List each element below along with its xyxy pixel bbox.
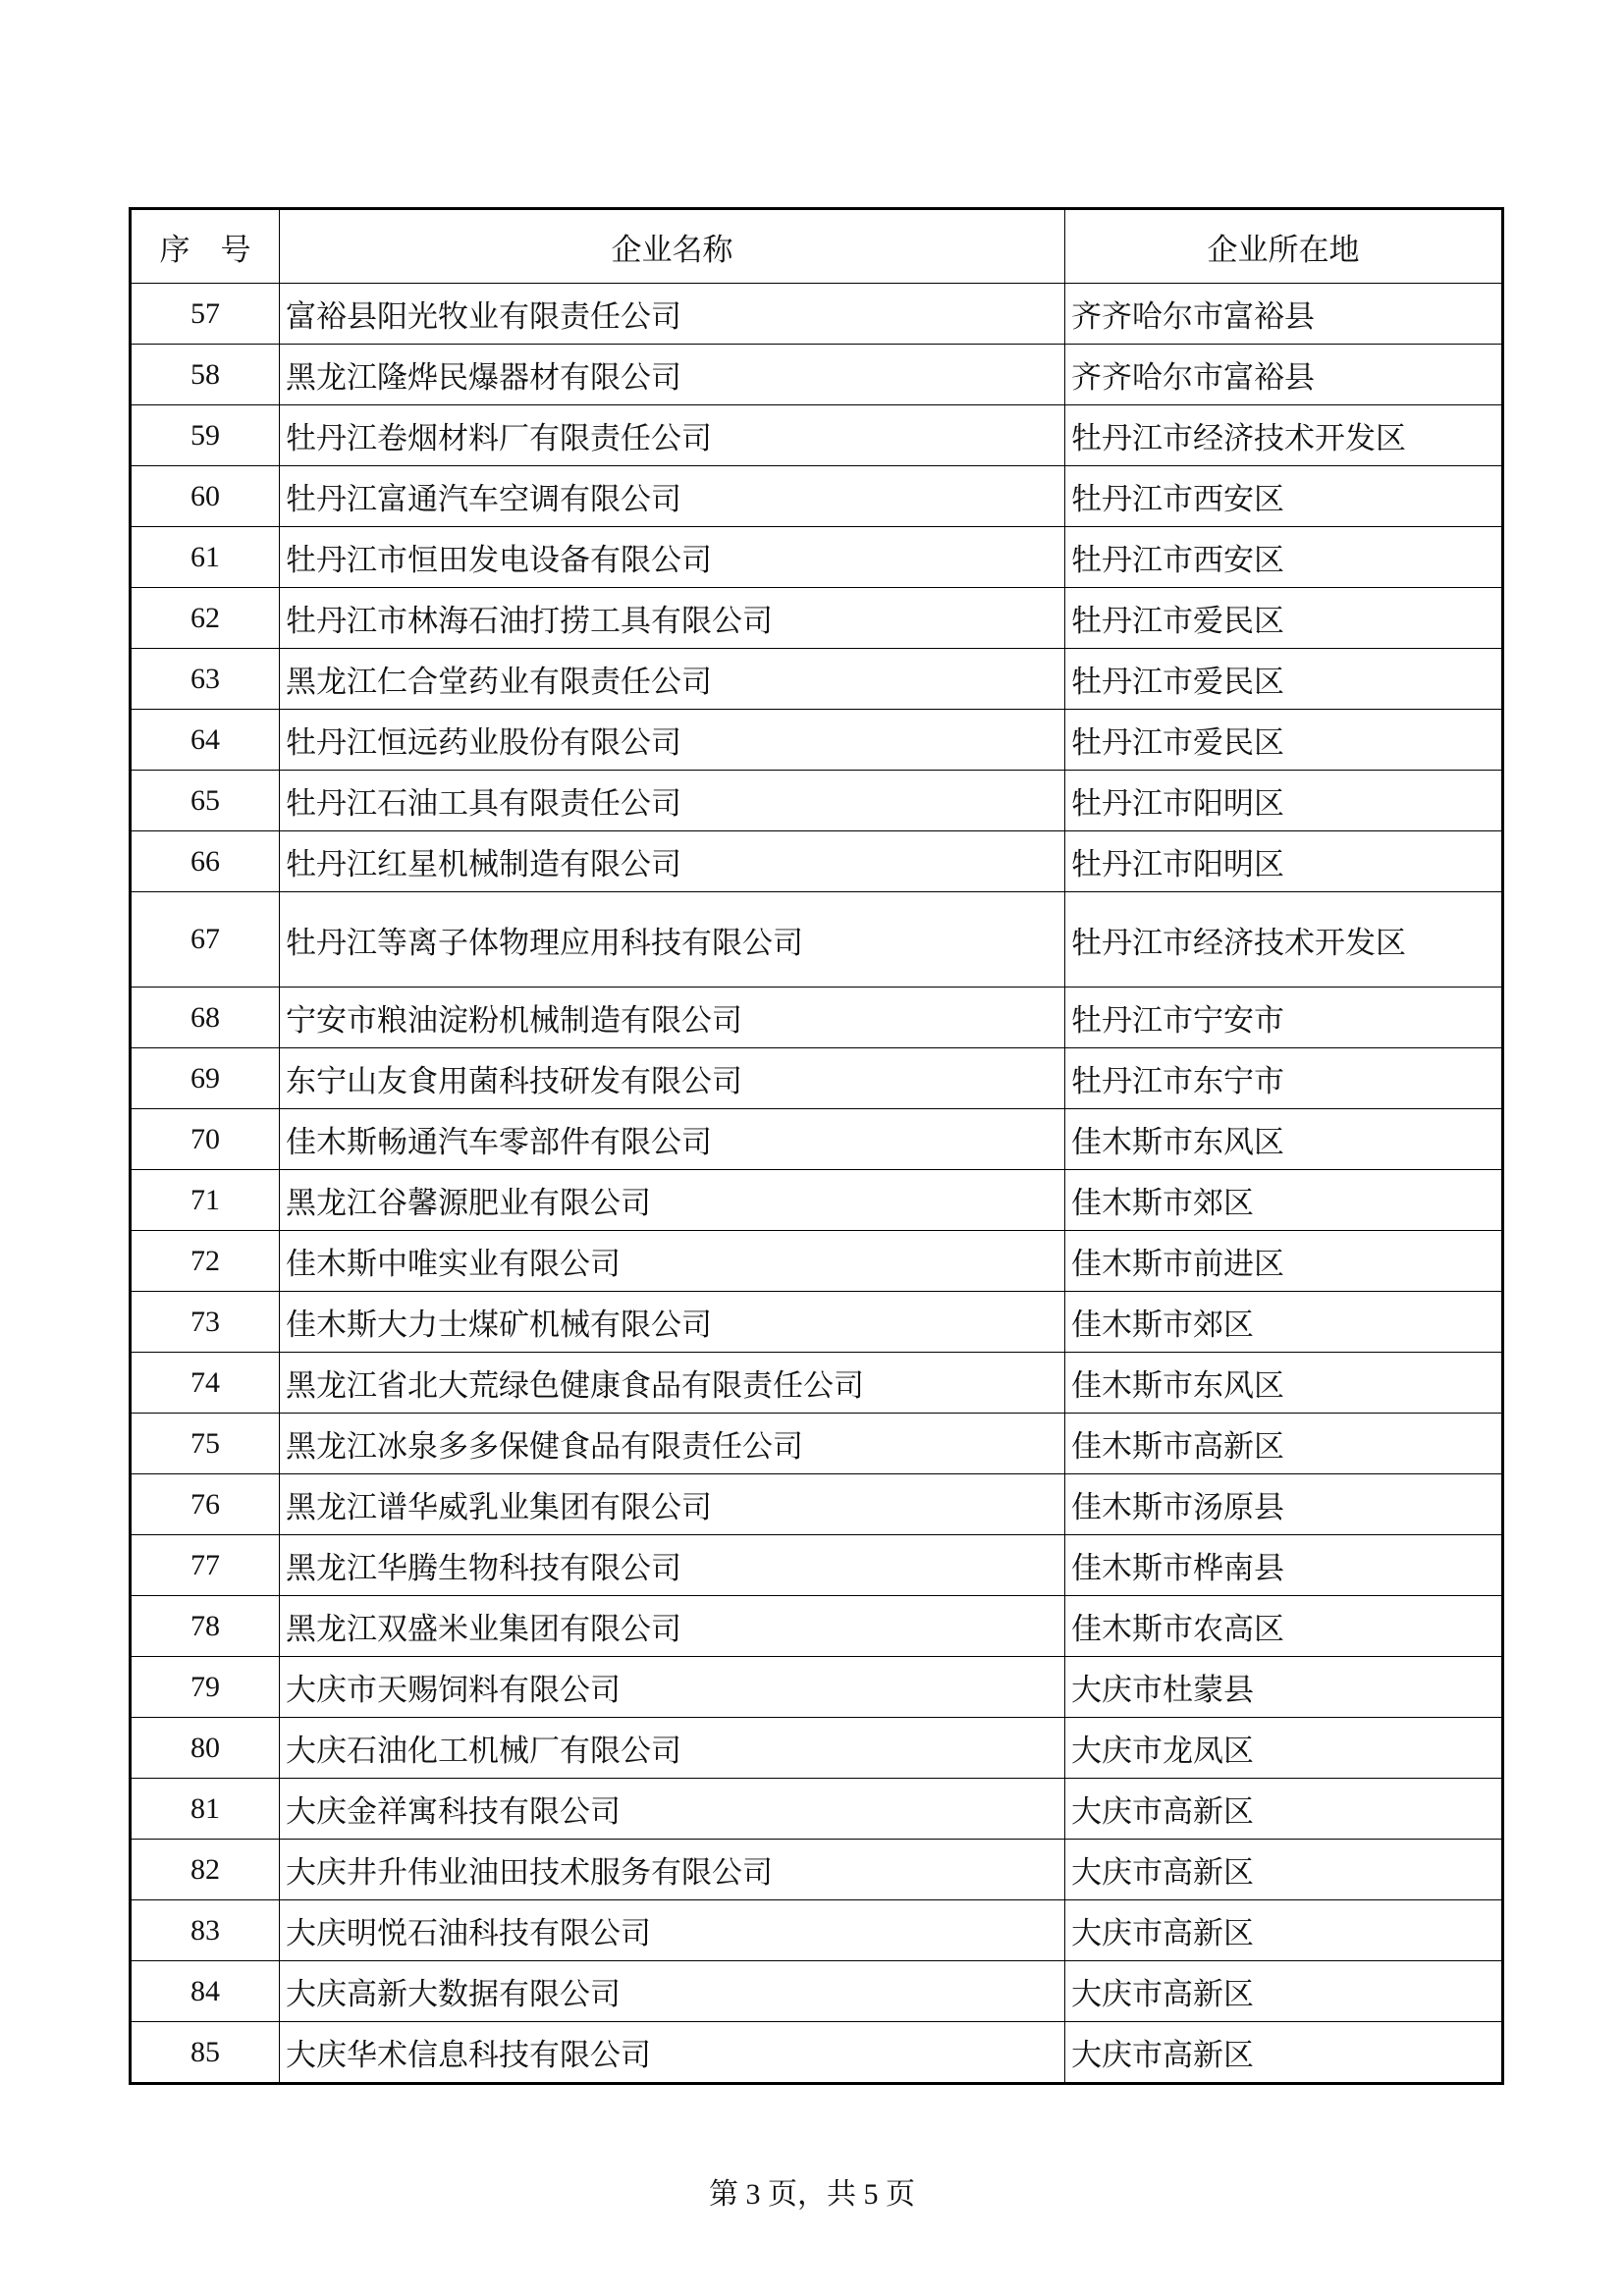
enterprise-name-cell: 黑龙江谷馨源肥业有限公司 [280, 1170, 1065, 1231]
enterprise-location-cell: 牡丹江市爱民区 [1065, 710, 1503, 771]
enterprise-location-cell: 牡丹江市爱民区 [1065, 649, 1503, 710]
enterprise-location-cell: 牡丹江市阳明区 [1065, 831, 1503, 892]
enterprise-name-cell: 东宁山友食用菌科技研发有限公司 [280, 1048, 1065, 1109]
enterprise-name-cell: 黑龙江冰泉多多保健食品有限责任公司 [280, 1414, 1065, 1474]
enterprise-location-cell: 牡丹江市经济技术开发区 [1065, 892, 1503, 988]
serial-number-cell: 70 [131, 1109, 280, 1170]
table-row [131, 284, 1503, 345]
serial-number-cell: 77 [131, 1535, 280, 1596]
serial-number-cell: 80 [131, 1718, 280, 1779]
table-row [131, 1474, 1503, 1535]
enterprise-name-cell: 黑龙江双盛米业集团有限公司 [280, 1596, 1065, 1657]
enterprise-location-cell: 大庆市高新区 [1065, 2022, 1503, 2084]
enterprise-location-cell: 齐齐哈尔市富裕县 [1065, 284, 1503, 345]
enterprise-table-container [129, 207, 1501, 2085]
table-body [131, 284, 1503, 2084]
table-row [131, 2022, 1503, 2084]
table-row [131, 1414, 1503, 1474]
enterprise-name-cell: 大庆井升伟业油田技术服务有限公司 [280, 1840, 1065, 1900]
header-serial-number: 序 号 [131, 209, 280, 284]
enterprise-name-cell: 牡丹江红星机械制造有限公司 [280, 831, 1065, 892]
table-row [131, 1353, 1503, 1414]
serial-number-cell: 69 [131, 1048, 280, 1109]
table-row [131, 1170, 1503, 1231]
table-row [131, 831, 1503, 892]
enterprise-name-cell: 牡丹江卷烟材料厂有限责任公司 [280, 405, 1065, 466]
enterprise-location-cell: 牡丹江市阳明区 [1065, 771, 1503, 831]
serial-number-cell: 72 [131, 1231, 280, 1292]
table-row [131, 1718, 1503, 1779]
enterprise-name-cell: 佳木斯中唯实业有限公司 [280, 1231, 1065, 1292]
enterprise-name-cell: 大庆高新大数据有限公司 [280, 1961, 1065, 2022]
serial-number-cell: 81 [131, 1779, 280, 1840]
serial-number-cell: 58 [131, 345, 280, 405]
enterprise-name-cell: 黑龙江隆烨民爆器材有限公司 [280, 345, 1065, 405]
table-row [131, 1657, 1503, 1718]
enterprise-location-cell: 牡丹江市爱民区 [1065, 588, 1503, 649]
serial-number-cell: 57 [131, 284, 280, 345]
serial-number-cell: 61 [131, 527, 280, 588]
serial-number-cell: 59 [131, 405, 280, 466]
enterprise-name-cell: 大庆石油化工机械厂有限公司 [280, 1718, 1065, 1779]
enterprise-name-cell: 牡丹江恒远药业股份有限公司 [280, 710, 1065, 771]
table-row [131, 1231, 1503, 1292]
table-row [131, 1900, 1503, 1961]
serial-number-cell: 74 [131, 1353, 280, 1414]
table-row [131, 1779, 1503, 1840]
enterprise-location-cell: 牡丹江市经济技术开发区 [1065, 405, 1503, 466]
serial-number-cell: 60 [131, 466, 280, 527]
enterprise-location-cell: 佳木斯市高新区 [1065, 1414, 1503, 1474]
serial-number-cell: 75 [131, 1414, 280, 1474]
enterprise-location-cell: 大庆市龙凤区 [1065, 1718, 1503, 1779]
enterprise-location-cell: 牡丹江市宁安市 [1065, 988, 1503, 1048]
serial-number-cell: 82 [131, 1840, 280, 1900]
enterprise-name-cell: 黑龙江谱华威乳业集团有限公司 [280, 1474, 1065, 1535]
table-row [131, 1596, 1503, 1657]
serial-number-cell: 66 [131, 831, 280, 892]
enterprise-name-cell: 牡丹江市恒田发电设备有限公司 [280, 527, 1065, 588]
table-row [131, 1048, 1503, 1109]
serial-number-cell: 79 [131, 1657, 280, 1718]
serial-number-cell: 64 [131, 710, 280, 771]
table-row [131, 649, 1503, 710]
serial-number-cell: 68 [131, 988, 280, 1048]
enterprise-name-cell: 大庆金祥寓科技有限公司 [280, 1779, 1065, 1840]
serial-number-cell: 63 [131, 649, 280, 710]
serial-number-cell: 83 [131, 1900, 280, 1961]
table-row [131, 588, 1503, 649]
enterprise-name-cell: 大庆市天赐饲料有限公司 [280, 1657, 1065, 1718]
enterprise-location-cell: 牡丹江市西安区 [1065, 527, 1503, 588]
table-row [131, 892, 1503, 988]
enterprise-name-cell: 佳木斯大力士煤矿机械有限公司 [280, 1292, 1065, 1353]
enterprise-location-cell: 佳木斯市农高区 [1065, 1596, 1503, 1657]
table-row [131, 405, 1503, 466]
serial-number-cell: 67 [131, 892, 280, 988]
table-row [131, 771, 1503, 831]
table-row [131, 988, 1503, 1048]
table-row [131, 527, 1503, 588]
enterprise-name-cell: 牡丹江等离子体物理应用科技有限公司 [280, 892, 1065, 988]
header-enterprise-location: 企业所在地 [1065, 209, 1503, 284]
serial-number-cell: 76 [131, 1474, 280, 1535]
enterprise-name-cell: 黑龙江省北大荒绿色健康食品有限责任公司 [280, 1353, 1065, 1414]
enterprise-location-cell: 大庆市高新区 [1065, 1840, 1503, 1900]
enterprise-location-cell: 齐齐哈尔市富裕县 [1065, 345, 1503, 405]
enterprise-location-cell: 佳木斯市汤原县 [1065, 1474, 1503, 1535]
table-header-row [131, 209, 1503, 284]
table-row [131, 1292, 1503, 1353]
enterprise-name-cell: 牡丹江石油工具有限责任公司 [280, 771, 1065, 831]
enterprise-location-cell: 佳木斯市东风区 [1065, 1109, 1503, 1170]
serial-number-cell: 62 [131, 588, 280, 649]
table-row [131, 710, 1503, 771]
enterprise-location-cell: 大庆市高新区 [1065, 1961, 1503, 2022]
enterprise-name-cell: 黑龙江仁合堂药业有限责任公司 [280, 649, 1065, 710]
table-row [131, 1535, 1503, 1596]
table-row [131, 1961, 1503, 2022]
enterprise-name-cell: 大庆华术信息科技有限公司 [280, 2022, 1065, 2084]
page-footer: 第 3 页，共 5 页 [709, 2178, 915, 2211]
serial-number-cell: 73 [131, 1292, 280, 1353]
serial-number-cell: 65 [131, 771, 280, 831]
table-row [131, 1840, 1503, 1900]
enterprise-name-cell: 牡丹江市林海石油打捞工具有限公司 [280, 588, 1065, 649]
enterprise-location-cell: 佳木斯市东风区 [1065, 1353, 1503, 1414]
header-enterprise-name: 企业名称 [280, 209, 1065, 284]
enterprise-location-cell: 大庆市高新区 [1065, 1900, 1503, 1961]
enterprise-name-cell: 富裕县阳光牧业有限责任公司 [280, 284, 1065, 345]
enterprise-location-cell: 佳木斯市前进区 [1065, 1231, 1503, 1292]
table-row [131, 466, 1503, 527]
serial-number-cell: 78 [131, 1596, 280, 1657]
enterprise-name-cell: 牡丹江富通汽车空调有限公司 [280, 466, 1065, 527]
enterprise-name-cell: 大庆明悦石油科技有限公司 [280, 1900, 1065, 1961]
serial-number-cell: 84 [131, 1961, 280, 2022]
enterprise-location-cell: 牡丹江市西安区 [1065, 466, 1503, 527]
enterprise-name-cell: 宁安市粮油淀粉机械制造有限公司 [280, 988, 1065, 1048]
enterprise-table [129, 207, 1504, 2085]
table-row [131, 345, 1503, 405]
enterprise-location-cell: 佳木斯市桦南县 [1065, 1535, 1503, 1596]
enterprise-location-cell: 大庆市杜蒙县 [1065, 1657, 1503, 1718]
table-row [131, 1109, 1503, 1170]
enterprise-location-cell: 牡丹江市东宁市 [1065, 1048, 1503, 1109]
enterprise-location-cell: 大庆市高新区 [1065, 1779, 1503, 1840]
enterprise-name-cell: 佳木斯畅通汽车零部件有限公司 [280, 1109, 1065, 1170]
enterprise-location-cell: 佳木斯市郊区 [1065, 1170, 1503, 1231]
serial-number-cell: 71 [131, 1170, 280, 1231]
serial-number-cell: 85 [131, 2022, 280, 2084]
enterprise-location-cell: 佳木斯市郊区 [1065, 1292, 1503, 1353]
enterprise-name-cell: 黑龙江华腾生物科技有限公司 [280, 1535, 1065, 1596]
